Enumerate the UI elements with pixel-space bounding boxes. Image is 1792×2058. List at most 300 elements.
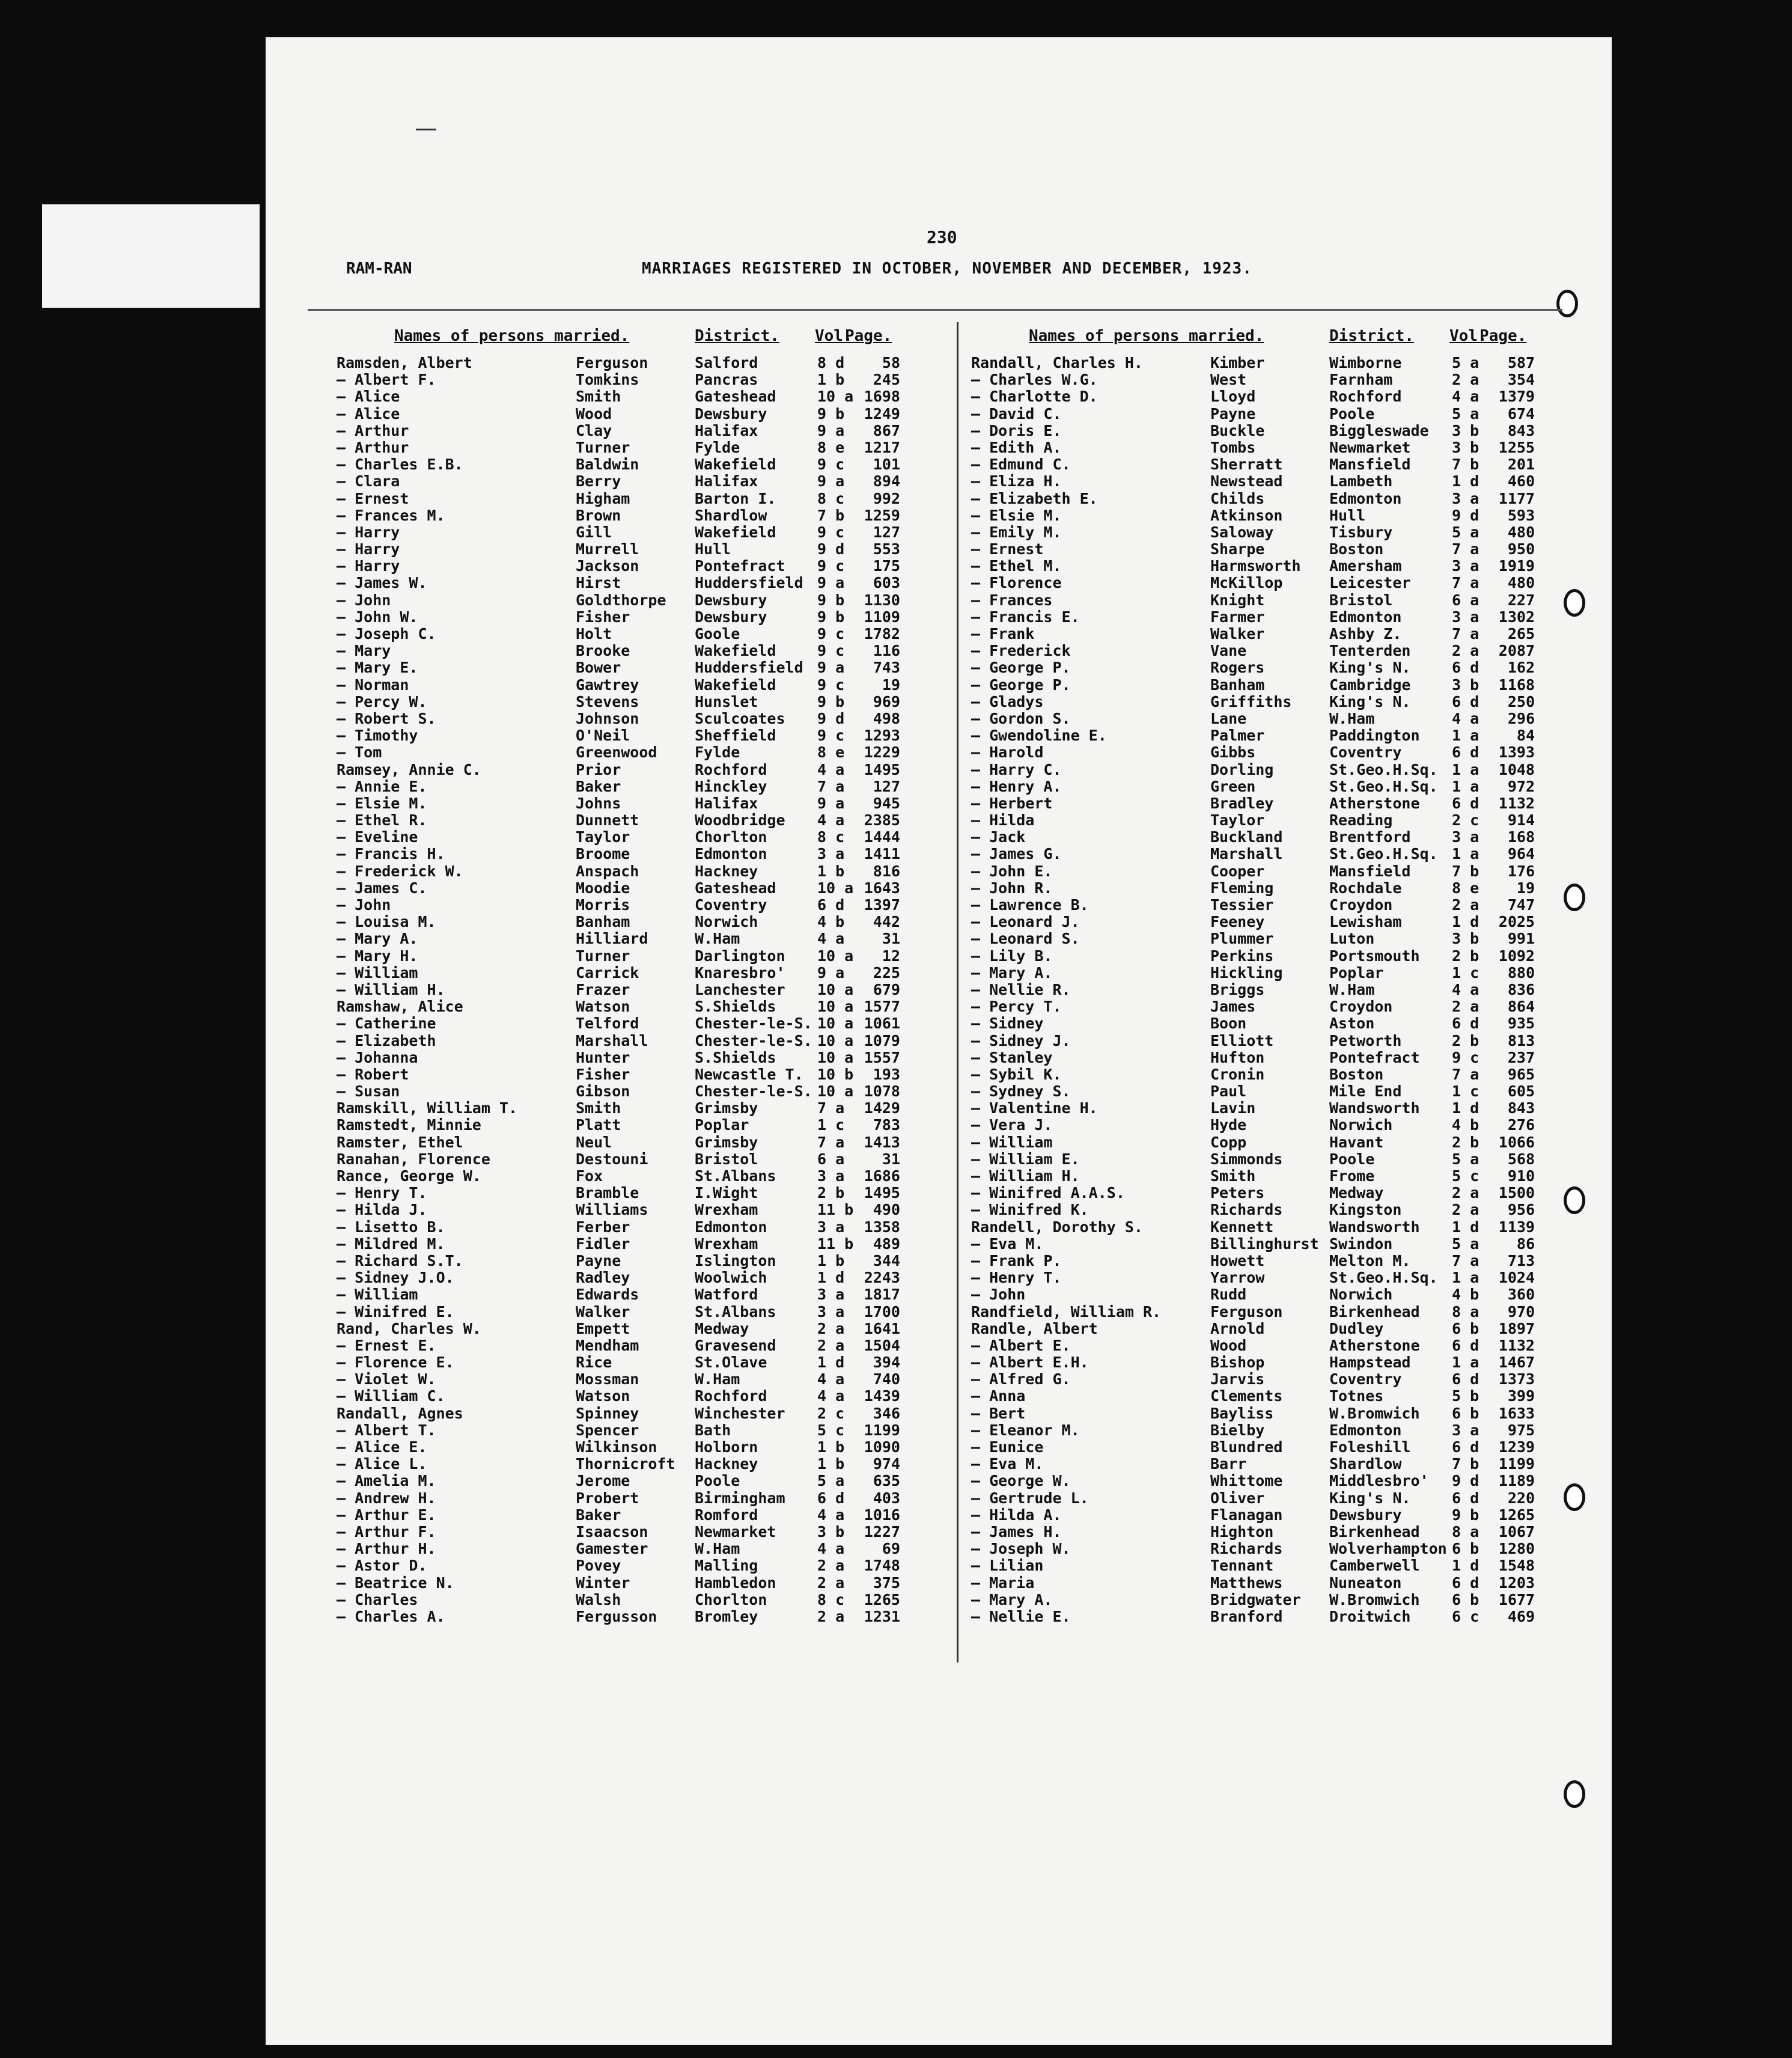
entry-name: — Herbert [971,794,1053,812]
entry-spouse: Mossman [576,1370,639,1388]
entry-district: Luton [1329,930,1375,948]
entry-district: Newcastle T. [695,1065,803,1083]
entry-volume: 2 b [1452,1031,1480,1049]
entry-district: Dewsbury [695,608,767,626]
entry-spouse: Oliver [1210,1489,1265,1507]
entry-name: — Henry T. [971,1269,1062,1287]
entry-spouse: Turner [576,438,630,456]
entry-district: Grimsby [695,1099,758,1117]
entry-volume: 6 a [1452,591,1480,609]
entry-volume: 1 a [1452,1354,1480,1372]
entry-spouse: Payne [1210,405,1256,423]
entry-volume: 6 d [817,896,845,914]
entry-page: 201 [1507,456,1535,474]
entry-page: 964 [1507,845,1535,863]
entry-spouse: Greenwood [576,744,657,762]
entry-district: Wolverhampton [1329,1540,1447,1558]
entry-district: Hinckley [695,777,767,795]
entry-name: — Arthur E. [337,1506,436,1524]
entry-district: Hull [695,540,731,558]
entry-volume: 3 a [1452,608,1480,626]
entry-name: — Frank P. [971,1251,1062,1269]
entry-page: 1397 [864,896,900,914]
entry-spouse: Fisher [576,1065,630,1083]
entry-page: 713 [1507,1251,1535,1269]
entry-volume: 6 a [817,1150,845,1168]
entry-page: 403 [873,1489,900,1507]
entry-volume: 3 a [1452,828,1480,846]
entry-page: 1130 [864,591,900,609]
entry-page: 220 [1507,1489,1535,1507]
entry-spouse: Griffiths [1210,692,1292,710]
entry-name: — Edmund C. [971,456,1071,474]
entry-spouse: Palmer [1210,727,1265,745]
entry-district: Havant [1329,1133,1384,1151]
entry-page: 116 [873,642,900,660]
entry-name: — Lilian [971,1557,1044,1575]
entry-name: — Frank [971,625,1035,643]
entry-district: Watford [695,1286,758,1304]
entry-page: 1132 [1498,1336,1535,1354]
entry-page: 480 [1507,574,1535,592]
entry-volume: 4 b [817,913,845,931]
entry-spouse: Hyde [1210,1116,1247,1134]
entry-spouse: Murrell [576,540,639,558]
entry-volume: 11 b [817,1201,854,1219]
entry-page: 1782 [864,625,900,643]
entry-district: Newmarket [1329,438,1411,456]
entry-spouse: Kennett [1210,1218,1274,1236]
entry-spouse: Bridgwater [1210,1590,1301,1608]
entry-district: Wimborne [1329,354,1402,371]
entry-spouse: McKillop [1210,574,1283,592]
entry-name: — Louisa M. [337,913,436,931]
entry-name: — Ethel R. [337,811,427,829]
entry-volume: 6 d [817,1489,845,1507]
entry-name: — John R. [971,879,1053,897]
entry-spouse: Clements [1210,1387,1283,1405]
entry-spouse: Smith [1210,1167,1256,1185]
entry-name: — George P. [971,659,1071,677]
entry-name: — Anna [971,1387,1026,1405]
entry-spouse: Morris [576,896,630,914]
entry-district: Huddersfield [695,659,803,677]
entry-spouse: Gibson [576,1082,630,1101]
entry-spouse: Ferguson [576,354,648,371]
entry-page: 1548 [1498,1557,1535,1575]
entry-district: Tisbury [1329,523,1393,541]
entry-volume: 9 b [817,405,845,423]
entry-volume: 8 a [1452,1522,1480,1540]
entry-volume: 10 a [817,1048,854,1066]
entry-volume: 10 a [817,980,854,998]
entry-district: Mile End [1329,1082,1402,1101]
entry-page: 1092 [1498,947,1535,965]
entry-name: — Alice [337,405,400,423]
entry-volume: 6 c [1452,1607,1480,1625]
entry-volume: 3 b [1452,421,1480,439]
entry-spouse: Isaacson [576,1522,648,1540]
entry-volume: 5 a [1452,405,1480,423]
entry-spouse: Saloway [1210,523,1274,541]
entry-name: Rand, Charles W. [337,1319,481,1337]
entry-page: 346 [873,1404,900,1422]
entry-name: — Hilda J. [337,1201,427,1219]
entry-volume: 7 a [1452,540,1480,558]
entry-name: — Elsie M. [337,794,427,812]
entry-name: — Clara [337,472,400,490]
entry-name: — Eva M. [971,1455,1044,1473]
entry-volume: 3 a [817,1302,845,1321]
entry-spouse: Povey [576,1557,621,1575]
entry-page: 1748 [864,1557,900,1575]
entry-page: 1577 [864,998,900,1016]
entry-page: 12 [882,947,900,965]
entry-district: Wakefield [695,676,776,694]
entry-name: — Francis H. [337,845,445,863]
entry-name: — Alice L. [337,1455,427,1473]
entry-spouse: Flanagan [1210,1506,1283,1524]
entry-volume: 9 b [1452,1506,1480,1524]
entry-volume: 6 b [1452,1319,1480,1337]
entry-volume: 11 b [817,1235,854,1253]
entry-name: — Nellie E. [971,1607,1071,1625]
entry-district: St.Geo.H.Sq. [1329,845,1438,863]
entry-name: Ramskill, William T. [337,1099,518,1117]
entry-name: — William E. [971,1150,1080,1168]
entry-name: — Harry [337,523,400,541]
entry-volume: 7 a [817,1133,845,1151]
entry-district: W.Bromwich [1329,1590,1420,1608]
entry-volume: 9 c [1452,1048,1480,1066]
entry-spouse: Johnson [576,709,639,727]
entry-page: 168 [1507,828,1535,846]
entry-name: Randfield, William R. [971,1302,1162,1321]
entry-volume: 3 a [817,845,845,863]
entry-spouse: Marshall [1210,845,1283,863]
entry-volume: 1 d [1452,472,1480,490]
entry-volume: 9 a [817,472,845,490]
entry-district: Hackney [695,1455,758,1473]
entry-name: — Lily B. [971,947,1053,965]
entry-spouse: Elliott [1210,1031,1274,1049]
entry-spouse: Gill [576,523,612,541]
entry-page: 175 [873,557,900,575]
scanner-label-tab [42,204,260,308]
entry-spouse: Arnold [1210,1319,1265,1337]
entry-spouse: Kimber [1210,354,1265,371]
entry-name: — Sidney [971,1015,1044,1033]
entry-spouse: Turner [576,947,630,965]
entry-spouse: Gawtrey [576,676,639,694]
entry-spouse: Billinghurst [1210,1235,1319,1253]
entry-spouse: Frazer [576,980,630,998]
entry-district: Swindon [1329,1235,1393,1253]
entry-page: 593 [1507,506,1535,524]
header-district: District. [695,327,779,345]
entry-district: Poole [695,1472,740,1490]
entry-page: 965 [1507,1065,1535,1083]
entry-page: 950 [1507,540,1535,558]
entry-district: Romford [695,1506,758,1524]
entry-spouse: Yarrow [1210,1269,1265,1287]
entry-spouse: Fergusson [576,1607,657,1625]
entry-name: — Gordon S. [971,709,1071,727]
entry-district: Birkenhead [1329,1302,1420,1321]
page-number: 230 [927,227,957,247]
entry-volume: 3 a [1452,557,1480,575]
entry-name: — William [337,1286,418,1304]
entry-name: — Hilda A. [971,1506,1062,1524]
entry-name: — Charles W.G. [971,371,1098,389]
entry-page: 956 [1507,1201,1535,1219]
entry-volume: 7 a [817,777,845,795]
entry-district: Brentford [1329,828,1411,846]
entry-volume: 5 a [1452,354,1480,371]
entry-name: — Frederick [971,642,1071,660]
entry-name: — Gwendoline E. [971,727,1107,745]
entry-district: Rochdale [1329,879,1402,897]
entry-name: Randall, Agnes [337,1404,463,1422]
entry-volume: 9 b [817,608,845,626]
entry-district: Wrexham [695,1235,758,1253]
entry-page: 227 [1507,591,1535,609]
entry-district: Hunslet [695,692,758,710]
entry-spouse: Peters [1210,1184,1265,1202]
entry-page: 498 [873,709,900,727]
entry-district: Croydon [1329,896,1393,914]
entry-spouse: Clay [576,421,612,439]
entry-page: 1413 [864,1133,900,1151]
entry-district: Chorlton [695,1590,767,1608]
entry-spouse: Goldthorpe [576,591,666,609]
entry-district: Halifax [695,794,758,812]
entry-volume: 3 a [817,1218,845,1236]
entry-page: 1189 [1498,1472,1535,1490]
entry-volume: 5 c [1452,1167,1480,1185]
entry-district: Gravesend [695,1336,776,1354]
entry-district: Lewisham [1329,913,1402,931]
entry-volume: 9 b [817,692,845,710]
entry-district: Fylde [695,744,740,762]
entry-volume: 2 c [817,1404,845,1422]
entry-spouse: Banham [1210,676,1265,694]
entry-district: S.Shields [695,1048,776,1066]
entry-volume: 9 c [817,676,845,694]
entry-spouse: Sherratt [1210,456,1283,474]
entry-name: — Arthur H. [337,1540,436,1558]
entry-page: 127 [873,777,900,795]
entry-page: 587 [1507,354,1535,371]
entry-district: Wakefield [695,456,776,474]
entry-spouse: Fisher [576,608,630,626]
entry-name: — Albert F. [337,371,436,389]
entry-page: 1700 [864,1302,900,1321]
entry-district: Wakefield [695,523,776,541]
header-district: District. [1329,327,1414,345]
entry-district: Norwich [1329,1116,1393,1134]
entry-page: 1016 [864,1506,900,1524]
entry-page: 1919 [1498,557,1535,575]
entry-page: 1199 [864,1421,900,1439]
entry-spouse: West [1210,371,1247,389]
entry-page: 1557 [864,1048,900,1066]
entry-spouse: Hirst [576,574,621,592]
entry-volume: 1 d [1452,1099,1480,1117]
entry-name: — Susan [337,1082,400,1101]
entry-spouse: Neul [576,1133,612,1151]
entry-name: — Joseph W. [971,1540,1071,1558]
entry-district: Atherstone [1329,794,1420,812]
entry-district: Barton I. [695,489,776,507]
entry-district: St.Albans [695,1167,776,1185]
entry-volume: 9 d [817,709,845,727]
entry-page: 992 [873,489,900,507]
entry-name: — Henry A. [971,777,1062,795]
entry-district: Aston [1329,1015,1375,1033]
entry-page: 250 [1507,692,1535,710]
entry-name: — Albert E. [971,1336,1071,1354]
entry-spouse: Boon [1210,1015,1247,1033]
entry-district: Totnes [1329,1387,1384,1405]
entry-page: 1203 [1498,1574,1535,1592]
entry-volume: 4 a [1452,980,1480,998]
entry-district: St.Geo.H.Sq. [1329,777,1438,795]
entry-district: Huddersfield [695,574,803,592]
entry-spouse: Johns [576,794,621,812]
entry-district: Salford [695,354,758,371]
entry-district: Chester-le-S. [695,1031,812,1049]
entry-volume: 1 d [817,1269,845,1287]
entry-spouse: Prior [576,760,621,778]
entry-district: King's N. [1329,692,1411,710]
entry-page: 1061 [864,1015,900,1033]
entry-name: Randall, Charles H. [971,354,1143,371]
entry-spouse: Rogers [1210,659,1265,677]
header-page: Page. [845,327,892,345]
entry-spouse: Baker [576,777,621,795]
entry-district: Malling [695,1557,758,1575]
entry-name: Randell, Dorothy S. [971,1218,1143,1236]
entry-name: — Percy W. [337,692,427,710]
entry-spouse: Banham [576,913,630,931]
entry-volume: 1 b [817,371,845,389]
entry-volume: 10 a [817,1031,854,1049]
entry-spouse: Hilliard [576,930,648,948]
entry-page: 914 [1507,811,1535,829]
entry-district: Sheffield [695,727,776,745]
entry-name: — Mary [337,642,391,660]
entry-page: 296 [1507,709,1535,727]
entry-volume: 6 d [1452,659,1480,677]
page-title: MARRIAGES REGISTERED IN OCTOBER, NOVEMBER AND DECEMBER, 1923. [642,260,1252,278]
entry-spouse: Farmer [1210,608,1265,626]
entry-spouse: Mendham [576,1336,639,1354]
entry-page: 1265 [1498,1506,1535,1524]
entry-spouse: Atkinson [1210,506,1283,524]
entry-name: — Beatrice N. [337,1574,454,1592]
entry-district: Holborn [695,1438,758,1456]
entry-volume: 4 a [817,1387,845,1405]
entry-name: — Timothy [337,727,418,745]
entry-spouse: Lane [1210,709,1247,727]
entry-page: 1817 [864,1286,900,1304]
entry-volume: 4 a [817,811,845,829]
entry-volume: 10 a [817,879,854,897]
entry-page: 469 [1507,1607,1535,1625]
entry-volume: 9 c [817,625,845,643]
entry-page: 31 [882,930,900,948]
entry-spouse: Harmsworth [1210,557,1301,575]
entry-name: — Henry T. [337,1184,427,1202]
entry-spouse: Hickling [1210,963,1283,982]
entry-volume: 5 a [817,1472,845,1490]
entry-volume: 2 a [817,1336,845,1354]
entry-spouse: Cooper [1210,862,1265,880]
entry-name: — Eleanor M. [971,1421,1080,1439]
entry-district: Wandsworth [1329,1099,1420,1117]
entry-volume: 8 d [817,354,845,371]
entry-page: 1177 [1498,489,1535,507]
entry-name: — Alice [337,388,400,406]
entry-district: Wandsworth [1329,1218,1420,1236]
entry-page: 991 [1507,930,1535,948]
entry-name: — Harry C. [971,760,1062,778]
entry-name: — Arthur [337,421,409,439]
pen-mark [416,129,436,130]
register-page [266,37,1612,2045]
entry-volume: 3 b [1452,676,1480,694]
header-names: Names of persons married. [394,327,630,345]
entry-volume: 9 a [817,659,845,677]
entry-volume: 9 a [817,963,845,982]
entry-spouse: Spinney [576,1404,639,1422]
entry-page: 1444 [864,828,900,846]
entry-spouse: Fidler [576,1235,630,1253]
entry-name: — Sidney J. [971,1031,1071,1049]
entry-volume: 2 a [1452,1201,1480,1219]
entry-spouse: Perkins [1210,947,1274,965]
entry-page: 970 [1507,1302,1535,1321]
entry-spouse: Stevens [576,692,639,710]
entry-name: — Leonard J. [971,913,1080,931]
entry-spouse: Payne [576,1251,621,1269]
entry-spouse: Tennant [1210,1557,1274,1575]
entry-district: W.Ham [695,1370,740,1388]
entry-volume: 4 a [817,760,845,778]
entry-spouse: Newstead [1210,472,1283,490]
entry-spouse: Wood [1210,1336,1247,1354]
entry-page: 1227 [864,1522,900,1540]
entry-volume: 8 e [817,744,845,762]
entry-spouse: Jerome [576,1472,630,1490]
entry-name: — William H. [337,980,445,998]
entry-page: 86 [1516,1235,1535,1253]
entry-spouse: Higham [576,489,630,507]
entry-volume: 3 b [817,1522,845,1540]
entry-spouse: Anspach [576,862,639,880]
entry-volume: 6 d [1452,744,1480,762]
entry-name: Ramsey, Annie C. [337,760,481,778]
entry-spouse: Bramble [576,1184,639,1202]
entry-name: Rance, George W. [337,1167,481,1185]
column-divider [957,322,958,1663]
entry-name: — Astor D. [337,1557,427,1575]
entry-district: W.Bromwich [1329,1404,1420,1422]
entry-volume: 9 c [817,727,845,745]
entry-name: — Ethel M. [971,557,1062,575]
entry-district: Bath [695,1421,731,1439]
